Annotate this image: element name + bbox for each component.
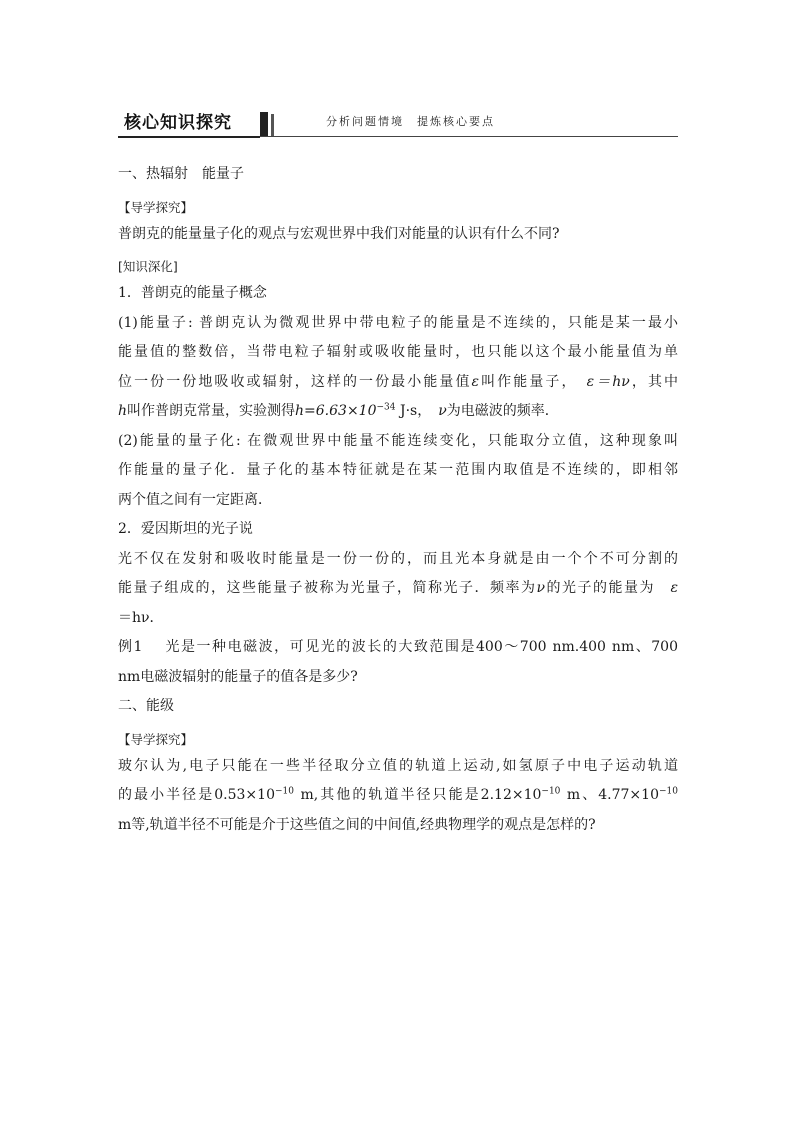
deepen-tag: [知识深化] [118,259,178,274]
paragraph-line: 光不仅在发射和吸收时能量是一份一份的，而且光本身就是由一个个不可分割的 [118,550,678,567]
section-banner [118,110,678,138]
example-1: 例1 光是一种电磁波，可见光的波长的大致范围是400～700 nm.400 nm、700 [118,639,678,655]
paragraph-line: 能量值的整数倍，当带电粒子辐射或吸收能量时，也只能以这个最小能量值为单 [118,344,678,360]
paragraph-line: 玻尔认为,电子只能在一些半径取分立值的轨道上运动,如氢原子中电子运动轨道 [118,757,678,774]
example-1-cont: nm电磁波辐射的能量子的值各是多少? [118,668,358,685]
paragraph-line: h叫作普朗克常量，实验测得$h=6.63\times 10^{-34}$ J·s， ν为电磁波的频率． [118,402,559,419]
guide-tag: 【导学探究】 [118,199,194,215]
paragraph-line: 的最小半径是$0.53\times 10^{-10}$ m,其他的轨道半径只能是$2.12\times 10^{-10}$ m、$4.77\times 10^{-10}$ [118,786,678,803]
paragraph-line: 位一份一份地吸收或辐射，这样的一份最小能量值ε叫作能量子， ε＝hν，其中 [118,373,679,390]
banner-title: 核心知识探究 [124,113,232,133]
paragraph-line: 两个值之间有一定距离． [118,491,272,508]
guide-question: 普朗克的能量量子化的观点与宏观世界中我们对能量的认识有什么不同? [118,225,560,242]
paragraph-line: (1)能量子: 普朗克认为微观世界中带电粒子的能量是不连续的，只能是某一最小 [118,314,678,331]
paragraph-line: ＝hν． [118,609,164,626]
subheading-planck: 1．普朗克的能量子概念 [118,285,267,301]
paragraph-line: 能量子组成的，这些能量子被称为光量子，简称光子．频率为ν的光子的能量为 ε [118,580,679,596]
banner-underline-thick [118,136,260,138]
paragraph-line: m等,轨道半径不可能是介于这些值之间的中间值,经典物理学的观点是怎样的? [118,816,596,833]
banner-rule [260,136,678,137]
paragraph-line: (2)能量的量子化: 在微观世界中能量不能连续变化，只能取分立值，这种现象叫 [118,432,678,449]
paragraph-line: 作能量的量子化．量子化的基本特征就是在某一范围内取值是不连续的，即相邻 [118,462,678,478]
section-heading-1: 一、热辐射 能量子 [118,166,244,182]
banner-divider-bar-thin [271,114,274,136]
guide-tag: 【导学探究】 [118,731,194,747]
document-body [118,160,678,840]
banner-subtitle: 分析问题情境 提炼核心要点 [326,115,495,128]
section-heading-2: 二、能级 [118,698,174,714]
formula: ε＝hν [586,373,630,390]
subheading-einstein: 2．爱因斯坦的光子说 [118,521,253,537]
formula: h=6.63×10 [295,403,377,419]
banner-divider-bar [260,112,268,136]
